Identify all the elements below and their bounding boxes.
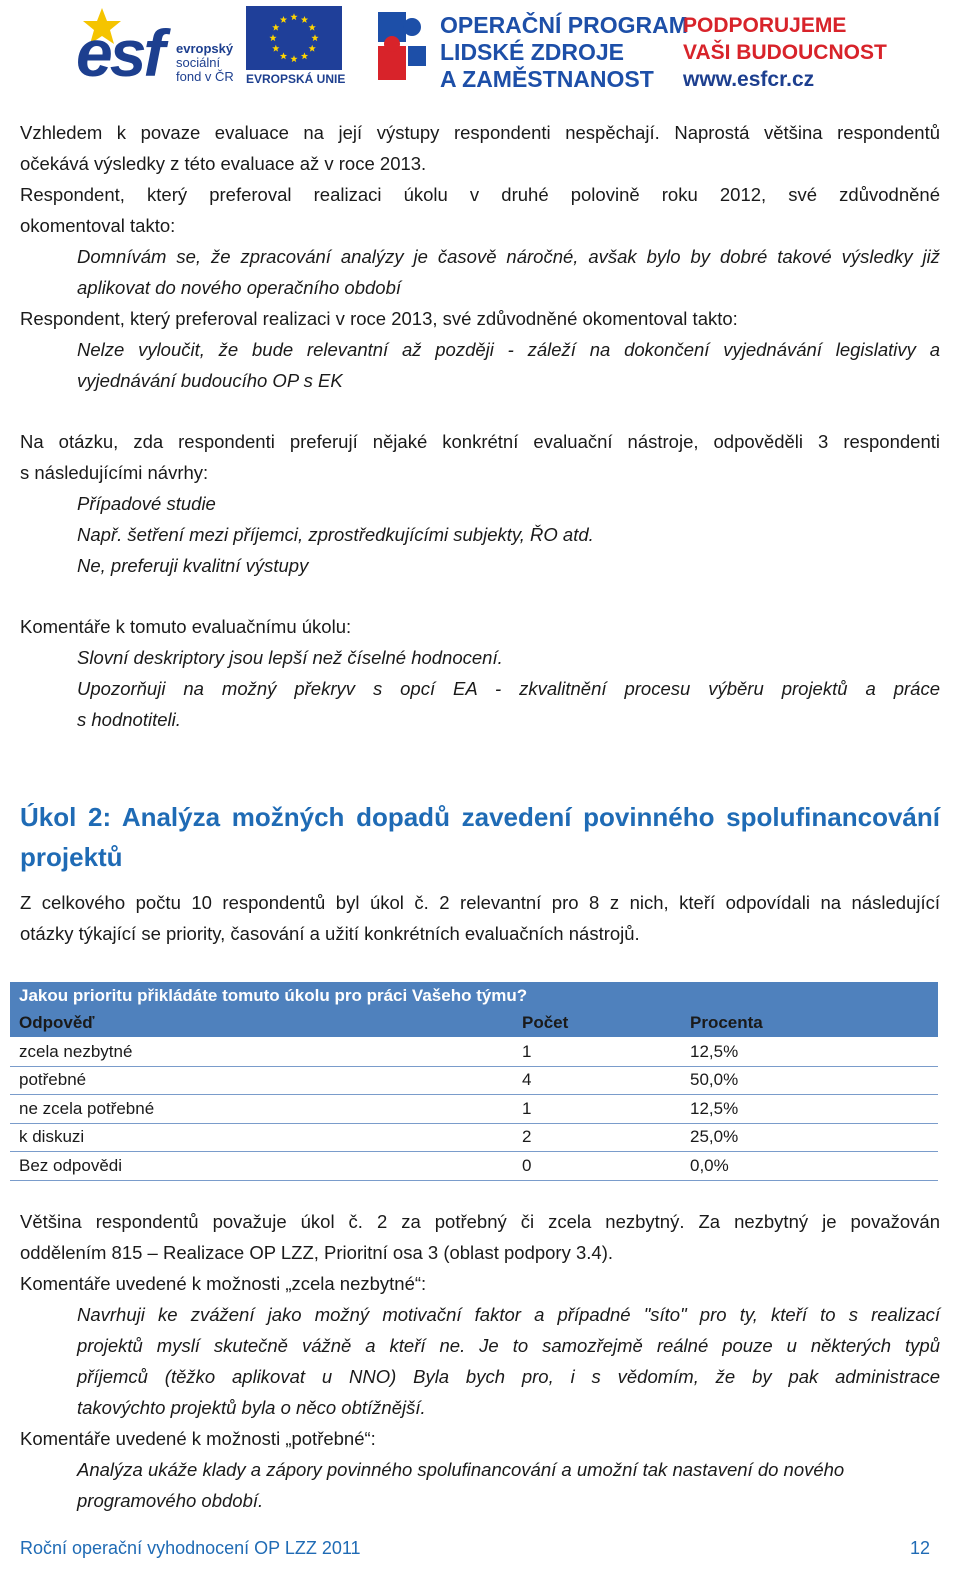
cell-count: 0 xyxy=(513,1152,681,1181)
paragraph: s následujícími návrhy: xyxy=(20,462,209,483)
cell-answer: potřebné xyxy=(10,1066,513,1095)
paragraph: Respondent, který preferoval realizaci úkolu v druhé polovině roku 2012, své zdůvodněné xyxy=(20,184,940,205)
suggestion: Případové studie xyxy=(77,493,216,514)
quote: Nelze vyloučit, že bude relevantní až později - záleží na dokončení vyjednávání legislativy a xyxy=(77,339,940,360)
paragraph: otázky týkající se priority, časování a užití konkrétních evaluačních nástrojů. xyxy=(20,923,640,944)
quote: vyjednávání budoucího OP s EK xyxy=(77,370,343,391)
paragraph: Komentáře uvedené k možnosti „zcela nezbytné“: xyxy=(20,1273,427,1294)
cell-percent: 25,0% xyxy=(681,1123,938,1152)
puzzle-icon xyxy=(372,8,432,86)
paragraph: Na otázku, zda respondenti preferují nějaké konkrétní evaluační nástroje, odpověděli 3 respondenti xyxy=(20,431,940,452)
eu-star-icon xyxy=(309,24,316,31)
quote: Analýza ukáže klady a zápory povinného spolufinancování a umožní tak nastavení do nového xyxy=(77,1459,845,1480)
paragraph: oddělením 815 – Realizace OP LZZ, Prioritní osa 3 (oblast podpory 3.4). xyxy=(20,1242,614,1263)
heading-line: Úkol 2: Analýza možných dopadů zavedení povinného spolufinancování xyxy=(20,802,940,832)
cell-answer: zcela nezbytné xyxy=(10,1038,513,1067)
esf-logo xyxy=(76,6,236,90)
table-row xyxy=(10,1066,938,1095)
suggestion: Ne, preferuji kvalitní výstupy xyxy=(77,555,309,576)
eu-star-icon xyxy=(311,34,318,41)
eu-flag-icon xyxy=(246,6,342,70)
cell-percent: 50,0% xyxy=(681,1066,938,1095)
page-footer xyxy=(20,1538,930,1559)
cell-answer: Bez odpovědi xyxy=(10,1152,513,1181)
eu-caption: EVROPSKÁ UNIE xyxy=(246,72,346,86)
quote: projektů myslí skutečně vážně a kteří ne. Je to samozřejmě reálné pouze u některých typů xyxy=(77,1335,940,1356)
paragraph: Respondent, který preferoval realizaci v roce 2013, své zdůvodněné okomentoval takto: xyxy=(20,308,738,329)
comment: s hodnotiteli. xyxy=(77,709,181,730)
podporujeme-logo xyxy=(683,12,903,92)
table-row xyxy=(10,1095,938,1124)
priority-table xyxy=(10,982,938,1181)
esf-caption xyxy=(176,42,234,84)
quote: aplikovat do nového operačního období xyxy=(77,277,402,298)
op-line2: LIDSKÉ ZDROJE xyxy=(440,39,625,65)
eu-star-icon xyxy=(301,52,308,59)
cell-answer: ne zcela potřebné xyxy=(10,1095,513,1124)
section-heading xyxy=(20,797,940,877)
paragraph: Z celkového počtu 10 respondentů byl úkol č. 2 relevantní pro 8 z nich, kteří odpovídali na následující xyxy=(20,892,940,913)
esf-line3: fond v ČR xyxy=(176,69,234,84)
eu-star-icon xyxy=(280,16,287,23)
eu-star-icon xyxy=(290,55,297,62)
cell-percent: 12,5% xyxy=(681,1038,938,1067)
table-header-row xyxy=(10,1010,938,1038)
paragraph: Vzhledem k povaze evaluace na její výstupy respondenti nespěchají. Naprostá většina respondentů xyxy=(20,122,940,143)
eu-star-icon xyxy=(290,13,297,20)
table-title-row xyxy=(10,982,938,1010)
suggestion: Např. šetření mezi příjemci, zprostředkujícími subjekty, ŘO atd. xyxy=(77,524,594,545)
op-line1: OPERAČNÍ PROGRAM xyxy=(440,12,688,38)
cell-count: 1 xyxy=(513,1038,681,1067)
cell-count: 1 xyxy=(513,1095,681,1124)
quote: takovýchto projektů byla o něco obtížnější. xyxy=(77,1397,426,1418)
heading-line: projektů xyxy=(20,842,123,872)
paragraph: Komentáře uvedené k možnosti „potřebné“: xyxy=(20,1428,376,1449)
pod-url[interactable]: www.esfcr.cz xyxy=(683,68,815,91)
eu-star-icon xyxy=(301,16,308,23)
comment: Slovní deskriptory jsou lepší než číselné hodnocení. xyxy=(77,647,503,668)
comment: Upozorňuji na možný překryv s opcí EA - zkvalitnění procesu výběru projektů a práce xyxy=(77,678,940,699)
quote: programového období. xyxy=(77,1490,264,1511)
footer-title: Roční operační vyhodnocení OP LZZ 2011 xyxy=(20,1538,361,1558)
esf-line1: evropský xyxy=(176,41,234,56)
eu-star-icon xyxy=(280,52,287,59)
table-row xyxy=(10,1038,938,1067)
table-question: Jakou prioritu přikládáte tomuto úkolu pro práci Vašeho týmu? xyxy=(10,982,938,1010)
cell-percent: 12,5% xyxy=(681,1095,938,1124)
col-answer: Odpověď xyxy=(10,1010,513,1038)
pod-line1: PODPORUJEME xyxy=(683,14,847,37)
paragraph: očekává výsledky z této evaluace až v roce 2013. xyxy=(20,153,427,174)
quote: Navrhuji ke zvážení jako možný motivační faktor a případné "síto" pro ty, kteří to s realizací xyxy=(77,1304,940,1325)
cell-count: 4 xyxy=(513,1066,681,1095)
col-percent: Procenta xyxy=(681,1010,938,1038)
table-row xyxy=(10,1152,938,1181)
podporujeme-caption xyxy=(683,12,887,93)
cell-answer: k diskuzi xyxy=(10,1123,513,1152)
pod-line2: VAŠI BUDOUCNOST xyxy=(683,41,887,64)
col-count: Počet xyxy=(513,1010,681,1038)
quote: příjemců (těžko aplikovat u NNO) Byla bych pro, i s vědomím, že by pak administrace xyxy=(77,1366,940,1387)
op-caption xyxy=(440,12,688,93)
eu-logo xyxy=(246,6,346,90)
page-number: 12 xyxy=(909,1538,930,1558)
eu-star-icon xyxy=(269,34,276,41)
eu-star-icon xyxy=(272,45,279,52)
op-line3: A ZAMĚSTNANOST xyxy=(440,66,654,92)
cell-count: 2 xyxy=(513,1123,681,1152)
cell-percent: 0,0% xyxy=(681,1152,938,1181)
eu-star-icon xyxy=(272,24,279,31)
paragraph: okomentoval takto: xyxy=(20,215,176,236)
op-lzz-logo xyxy=(370,6,688,92)
paragraph: Komentáře k tomuto evaluačnímu úkolu: xyxy=(20,616,352,637)
esf-line2: sociální xyxy=(176,55,221,70)
esf-mark: esf xyxy=(76,16,163,90)
quote: Domnívám se, že zpracování analýzy je časově náročné, avšak bylo by dobré takové výsledky již xyxy=(77,246,940,267)
eu-star-icon xyxy=(309,45,316,52)
table-row xyxy=(10,1123,938,1152)
paragraph: Většina respondentů považuje úkol č. 2 za potřebný či zcela nezbytný. Za nezbytný je považován xyxy=(20,1211,940,1232)
